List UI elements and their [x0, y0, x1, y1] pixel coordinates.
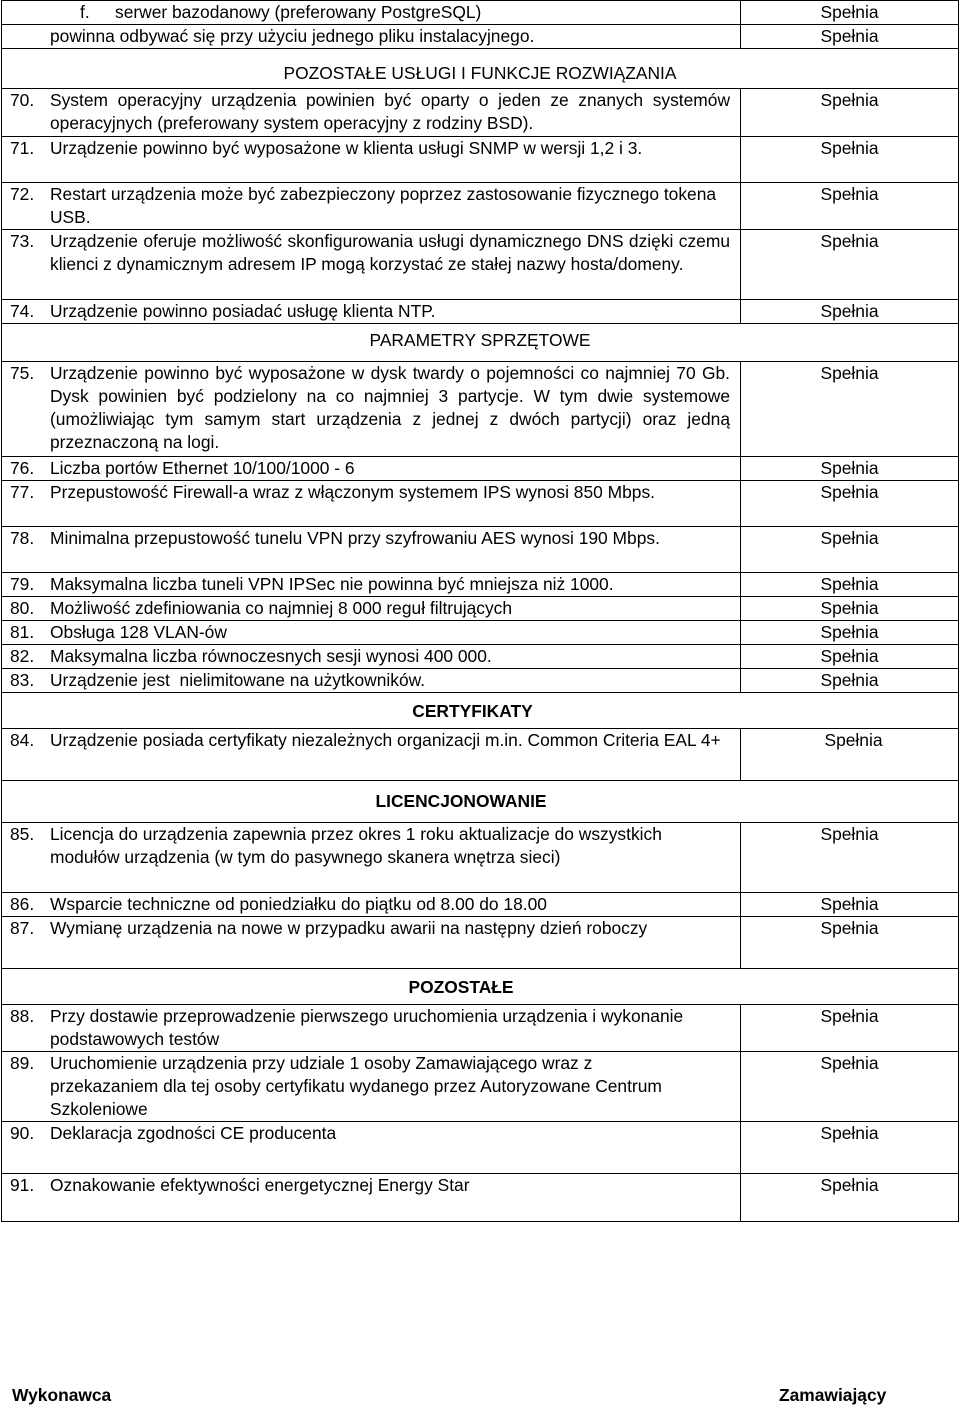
table-row	[2, 230, 959, 300]
section-heading: CERTYFIKATY	[412, 701, 533, 721]
item-number: 90.	[10, 1123, 35, 1143]
section-heading: POZOSTAŁE	[408, 977, 514, 997]
item-text: Minimalna przepustowość tunelu VPN przy szyfrowaniu AES wynosi 190 Mbps.	[50, 528, 660, 548]
table-row	[2, 137, 959, 183]
status-text: Spełnia	[820, 1006, 879, 1026]
status-text: Spełnia	[820, 363, 879, 383]
status-text: Spełnia	[820, 1053, 879, 1073]
status-text: Spełnia	[820, 231, 879, 251]
item-text: Wsparcie techniczne od poniedziałku do piątku od 8.00 do 18.00	[50, 894, 547, 914]
status-text: Spełnia	[820, 824, 879, 844]
table-row	[2, 1122, 959, 1174]
item-number: 76.	[10, 458, 35, 478]
item-text: Wymianę urządzenia na nowe w przypadku awarii na następny dzień roboczy	[50, 918, 648, 938]
status-text: Spełnia	[820, 90, 879, 110]
table-row	[2, 1005, 959, 1052]
item-number: 86.	[10, 894, 35, 914]
table-row	[2, 1052, 959, 1122]
table-row	[2, 457, 959, 481]
item-number: 84.	[10, 730, 35, 750]
table-row	[2, 645, 959, 669]
status-text: Spełnia	[820, 646, 879, 666]
item-number: 85.	[10, 824, 35, 844]
status-text: Spełnia	[820, 26, 879, 46]
item-number: 80.	[10, 598, 35, 618]
item-text: Liczba portów Ethernet 10/100/1000 - 6	[50, 458, 355, 478]
item-number: 71.	[10, 138, 35, 158]
item-text: Przepustowość Firewall-a wraz z włączonym systemem IPS wynosi 850 Mbps.	[50, 482, 655, 502]
item-text: Możliwość zdefiniowania co najmniej 8 000 reguł filtrujących	[50, 598, 513, 618]
table-row	[2, 621, 959, 645]
item-text: Urządzenie oferuje możliwość skonfigurowania usługi dynamicznego DNS dzięki czemu klienci z dynamicznym adresem IP mogą korzystać ze stałej nazwy hosta/domeny.	[50, 231, 730, 274]
item-text: Urządzenie powinno być wyposażone w klienta usługi SNMP w wersji 1,2 i 3.	[50, 138, 643, 158]
table-row	[2, 183, 959, 230]
table-row	[2, 1174, 959, 1222]
status-text: Spełnia	[820, 670, 879, 690]
specification-table	[1, 0, 959, 1222]
item-text: System operacyjny urządzenia powinien być oparty o jeden ze znanych systemów operacyjnych (preferowany system operacyjny z rodziny BSD).	[50, 90, 730, 133]
status-text: Spełnia	[820, 1123, 879, 1143]
table-row	[2, 362, 959, 457]
table-row	[2, 823, 959, 893]
table-row	[2, 300, 959, 324]
section-row	[2, 969, 959, 1005]
signature-client-label: Zamawiający	[779, 1385, 887, 1405]
status-text: Spełnia	[820, 458, 879, 478]
section-heading: PARAMETRY SPRZĘTOWE	[369, 330, 591, 350]
status-text: Spełnia	[820, 574, 879, 594]
item-number: 81.	[10, 622, 35, 642]
item-number: 88.	[10, 1006, 35, 1026]
item-number: 75.	[10, 363, 35, 383]
status-text: Spełnia	[820, 301, 879, 321]
item-text: Urządzenie powinno posiadać usługę klienta NTP.	[50, 301, 436, 321]
item-number: 73.	[10, 231, 35, 251]
status-text: Spełnia	[820, 1175, 879, 1195]
status-text: Spełnia	[820, 622, 879, 642]
status-text: Spełnia	[820, 918, 879, 938]
table-row	[2, 573, 959, 597]
item-number: 82.	[10, 646, 35, 666]
item-text: Restart urządzenia może być zabezpieczony poprzez zastosowanie fizycznego tokena USB.	[50, 184, 717, 227]
status-text: Spełnia	[820, 138, 879, 158]
item-text: Maksymalna liczba tuneli VPN IPSec nie powinna być mniejsza niż 1000.	[50, 574, 614, 594]
item-text: Oznakowanie efektywności energetycznej Energy Star	[50, 1175, 470, 1195]
section-row	[2, 49, 959, 89]
item-text: Obsługa 128 VLAN-ów	[50, 622, 227, 642]
status-text: Spełnia	[824, 730, 883, 750]
item-number: 70.	[10, 90, 35, 110]
table-row	[2, 669, 959, 693]
item-text: Uruchomienie urządzenia przy udziale 1 osoby Zamawiającego wraz z przekazaniem dla tej osoby certyfikatu wydanego przez Autoryzowane Centrum Szkoleniowe	[50, 1053, 662, 1119]
item-number: f.	[80, 2, 90, 22]
section-row	[2, 781, 959, 823]
table-row	[2, 1, 959, 25]
item-text: Urządzenie powinno być wyposażone w dysk twardy o pojemności co najmniej 70 Gb. Dysk powinien być podzielony na co najmniej 3 partycje. W tym dwie systemowe (umożliwiając tym samym start urządzenia z jednej z dwóch partycji) oraz jedną przeznaczoną na logi.	[50, 363, 730, 452]
table-row	[2, 89, 959, 137]
table-row	[2, 527, 959, 573]
item-text: Deklaracja zgodności CE producenta	[50, 1123, 337, 1143]
section-heading: LICENCJONOWANIE	[375, 791, 547, 811]
item-number: 87.	[10, 918, 35, 938]
item-text: powinna odbywać się przy użyciu jednego pliku instalacyjnego.	[50, 26, 535, 46]
table-row	[2, 729, 959, 781]
item-number: 89.	[10, 1053, 35, 1073]
item-number: 79.	[10, 574, 35, 594]
section-heading: POZOSTAŁE USŁUGI I FUNKCJE ROZWIĄZANIA	[283, 63, 677, 83]
item-text: Maksymalna liczba równoczesnych sesji wynosi 400 000.	[50, 646, 492, 666]
item-text: Urządzenie posiada certyfikaty niezależnych organizacji m.in. Common Criteria EAL 4+	[50, 730, 721, 750]
section-row	[2, 693, 959, 729]
table-row	[2, 917, 959, 969]
item-number: 74.	[10, 301, 35, 321]
section-row	[2, 324, 959, 362]
status-text: Spełnia	[820, 894, 879, 914]
signature-contractor-label: Wykonawca	[12, 1385, 112, 1405]
table-row	[2, 597, 959, 621]
table-row	[2, 481, 959, 527]
table-row	[2, 25, 959, 49]
status-text: Spełnia	[820, 528, 879, 548]
item-text: serwer bazodanowy (preferowany PostgreSQL)	[115, 2, 482, 22]
table-row	[2, 893, 959, 917]
item-text: Licencja do urządzenia zapewnia przez okres 1 roku aktualizacje do wszystkich modułów urządzenia (w tym do pasywnego skanera wnętrza sieci)	[50, 824, 662, 867]
item-number: 72.	[10, 184, 35, 204]
item-text: Urządzenie jest nielimitowane na użytkowników.	[50, 670, 426, 690]
status-text: Spełnia	[820, 2, 879, 22]
status-text: Spełnia	[820, 482, 879, 502]
item-number: 83.	[10, 670, 35, 690]
item-number: 77.	[10, 482, 35, 502]
status-text: Spełnia	[820, 184, 879, 204]
item-text: Przy dostawie przeprowadzenie pierwszego uruchomienia urządzenia i wykonanie podstawowych testów	[50, 1006, 684, 1049]
item-number: 78.	[10, 528, 35, 548]
item-number: 91.	[10, 1175, 35, 1195]
status-text: Spełnia	[820, 598, 879, 618]
